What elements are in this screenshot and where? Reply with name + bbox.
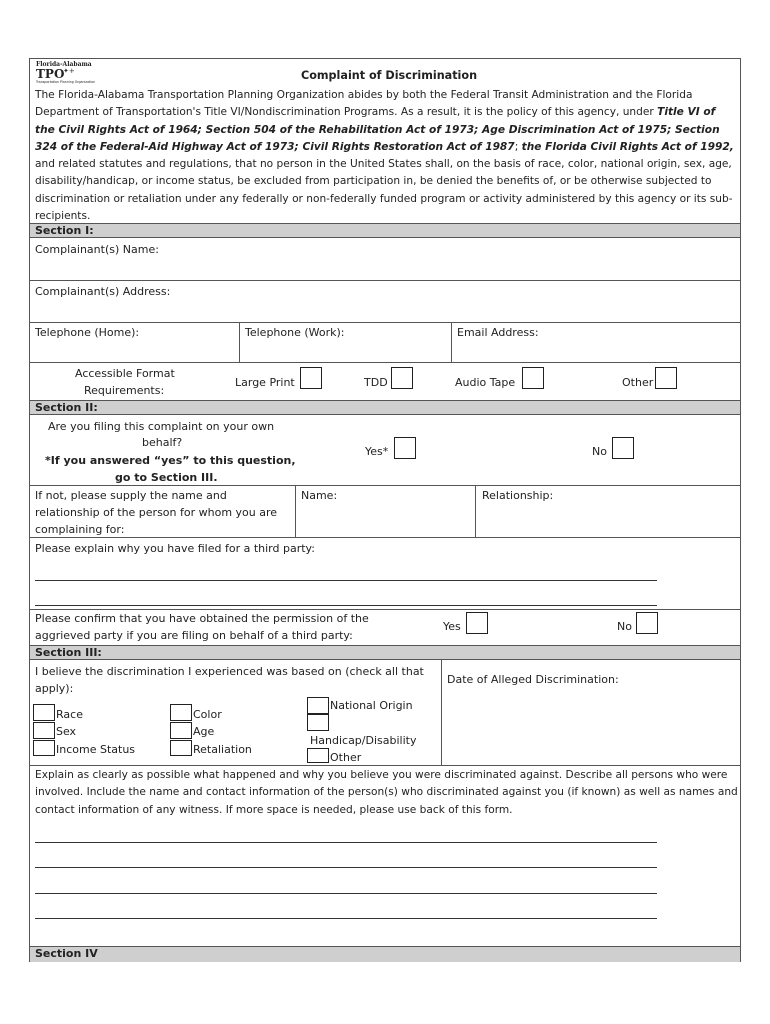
logo-line1: Florida-Alabama: [36, 61, 92, 68]
explain-line-3[interactable]: [35, 893, 657, 894]
sex-checkbox[interactable]: [33, 722, 55, 739]
large-print-checkbox[interactable]: [300, 367, 322, 389]
explain-line-2[interactable]: [35, 867, 657, 868]
other-basis-checkbox[interactable]: [307, 748, 329, 763]
logo-star-icon: ✦+: [63, 67, 75, 75]
section-2-header: Section II:: [30, 400, 740, 415]
explain-paragraph: Explain as clearly as possible what happened and why you believe you were discriminated against. Describe all persons who were involved. Include the name and contact information of the person(s) who discriminated against you (if known) as well as names and contact information of any witness. If more space is needed, please use back of this form.: [35, 769, 738, 816]
own-behalf-note-1: *If you answered “yes” to this question,: [45, 454, 296, 467]
own-behalf-note-2: go to Section III.: [115, 471, 218, 484]
section-1-header: Section I:: [30, 223, 740, 238]
permission-label-2: aggrieved party if you are filing on behalf of a third party:: [35, 629, 353, 642]
color-label: Color: [193, 708, 222, 721]
own-behalf-question-1: Are you filing this complaint on your own: [48, 420, 275, 433]
own-behalf-yes-label: Yes*: [365, 445, 389, 458]
complainant-name-label: Complainant(s) Name:: [35, 243, 159, 256]
national-origin-label: National Origin: [330, 699, 413, 712]
handicap-checkbox[interactable]: [307, 714, 329, 731]
large-print-label: Large Print: [235, 376, 295, 389]
income-status-checkbox[interactable]: [33, 740, 55, 756]
age-label: Age: [193, 725, 215, 738]
race-label: Race: [56, 708, 83, 721]
third-party-relationship-label: Relationship:: [482, 489, 554, 502]
own-behalf-yes-checkbox[interactable]: [394, 437, 416, 459]
if-not-label-2: relationship of the person for whom you are: [35, 506, 278, 519]
permission-no-checkbox[interactable]: [636, 612, 658, 634]
race-checkbox[interactable]: [33, 704, 55, 721]
retaliation-checkbox[interactable]: [170, 740, 192, 756]
complainant-address-label: Complainant(s) Address:: [35, 285, 171, 298]
own-behalf-question-2: behalf?: [142, 436, 183, 449]
intro-paragraph: The Florida-Alabama Transportation Planning Organization abides by both the Federal Transit Administration and the Florida Department of Transportation's Title VI/Nondiscrimination Programs. As a result, it is the policy of this agency, under Title VI of the Civil Rights Act of 1964; Section 504 of the Rehabilitation Act of 1973; Age Discrimination Act of 1975; Section 324 of the Federal-Aid Highway Act of 1973; Civil Rights Restoration Act of 1987; the Florida Civil Rights Act of 1992, and related statutes and regulations, that no person in the United States shall, on the basis of race, color, national origin, sex, age, disability/handicap, or income status, be excluded from participation in, be denied the benefits of, or be otherwise subjected to discrimination or retaliation under any federally or non-federally funded program or activity administered by this agency or its sub-recipients.: [35, 89, 734, 223]
section-3-header: Section III:: [30, 645, 740, 660]
handicap-label: Handicap/Disability: [310, 734, 417, 747]
section-4-header: Section IV: [30, 946, 740, 962]
permission-yes-label: Yes: [443, 620, 461, 633]
tdd-label: TDD: [364, 376, 388, 389]
telephone-home-label: Telephone (Home):: [35, 326, 140, 339]
explain-line-1[interactable]: [35, 842, 657, 843]
complainant-name-field[interactable]: [190, 239, 735, 259]
third-party-name-label: Name:: [301, 489, 338, 502]
basis-label-1: I believe the discrimination I experienced was based on (check all that: [35, 665, 424, 678]
basis-label-2: apply):: [35, 682, 74, 695]
third-party-explain-line-2[interactable]: [35, 605, 657, 606]
email-label: Email Address:: [457, 326, 539, 339]
other-format-checkbox[interactable]: [655, 367, 677, 389]
permission-label-1: Please confirm that you have obtained the permission of the: [35, 612, 369, 625]
retaliation-label: Retaliation: [193, 743, 252, 756]
complaint-form: [29, 58, 741, 962]
other-basis-label: Other: [330, 751, 362, 764]
telephone-work-label: Telephone (Work):: [245, 326, 345, 339]
age-checkbox[interactable]: [170, 722, 192, 739]
own-behalf-no-checkbox[interactable]: [612, 437, 634, 459]
if-not-label-1: If not, please supply the name and: [35, 489, 227, 502]
third-party-explain-line-1[interactable]: [35, 580, 657, 581]
other-format-label: Other: [622, 376, 654, 389]
own-behalf-no-label: No: [592, 445, 607, 458]
logo-line3: Transportation Planning Organization: [36, 80, 96, 84]
accessible-format-label-2: Requirements:: [84, 384, 165, 397]
audio-tape-checkbox[interactable]: [522, 367, 544, 389]
if-not-label-3: complaining for:: [35, 523, 125, 536]
accessible-format-label-1: Accessible Format: [75, 367, 175, 380]
page-title: Complaint of Discrimination: [301, 69, 478, 82]
explain-line-4[interactable]: [35, 918, 657, 919]
income-status-label: Income Status: [56, 743, 136, 756]
date-field[interactable]: [447, 689, 734, 759]
third-party-explain-label: Please explain why you have filed for a third party:: [35, 542, 315, 555]
permission-yes-checkbox[interactable]: [466, 612, 488, 634]
national-origin-checkbox[interactable]: [307, 697, 329, 714]
complainant-address-field[interactable]: [190, 281, 735, 301]
logo-line2: TPO: [36, 67, 65, 81]
audio-tape-label: Audio Tape: [455, 376, 516, 389]
color-checkbox[interactable]: [170, 704, 192, 721]
sex-label: Sex: [56, 725, 77, 738]
tdd-checkbox[interactable]: [391, 367, 413, 389]
permission-no-label: No: [617, 620, 632, 633]
date-label: Date of Alleged Discrimination:: [447, 673, 619, 686]
